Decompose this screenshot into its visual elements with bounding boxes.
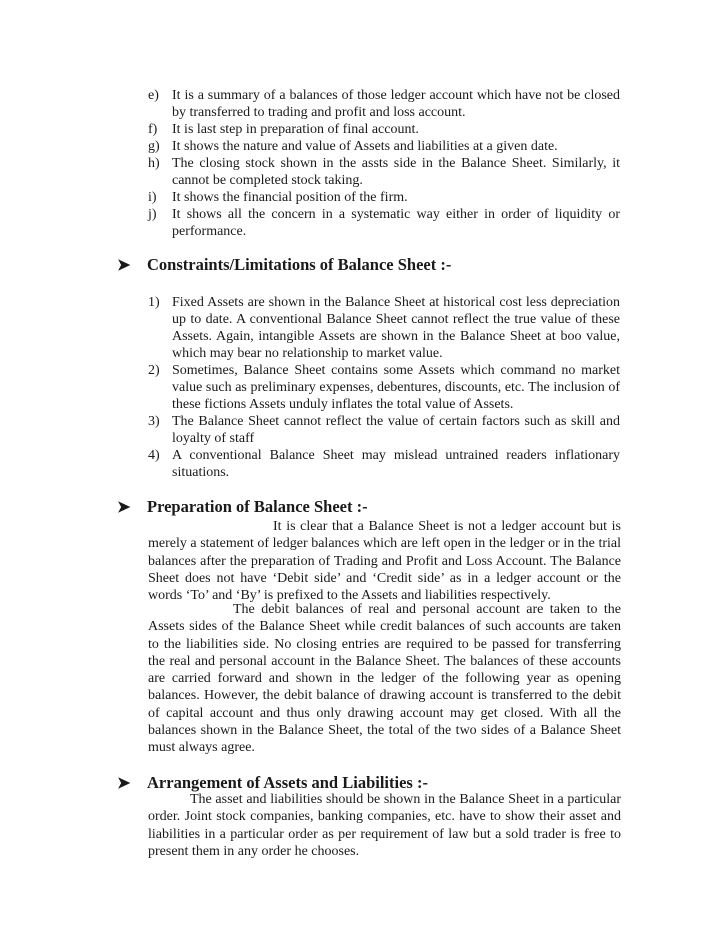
arrow-bullet-icon: ➤ <box>117 499 131 516</box>
list-item <box>148 155 620 189</box>
limitations-list <box>148 294 620 481</box>
list-item-text: It shows all the concern in a systematic way either in order of liquidity or performance. <box>172 207 620 239</box>
list-marker: f) <box>148 122 158 137</box>
list-item-text: A conventional Balance Sheet may mislead untrained readers inflationary situations. <box>172 448 620 480</box>
list-item <box>148 447 620 481</box>
list-item <box>148 206 620 240</box>
arrangement-paragraph <box>148 791 621 860</box>
list-item-text: It shows the nature and value of Assets and liabilities at a given date. <box>172 139 558 154</box>
list-marker: 1) <box>148 295 160 310</box>
list-marker: 2) <box>148 363 160 378</box>
list-marker: h) <box>148 156 160 171</box>
list-item-text: Sometimes, Balance Sheet contains some Assets which command no market value such as preliminary expenses, debentures, discounts, etc. The inclusion of these fictions Assets unduly inflates the total value of Assets. <box>172 363 620 412</box>
heading-text: Preparation of Balance Sheet :- <box>147 497 368 516</box>
preparation-paragraph-2 <box>148 601 621 757</box>
list-marker: 3) <box>148 414 160 429</box>
list-item-text: The Balance Sheet cannot reflect the value of certain factors such as skill and loyalty of staff <box>172 414 620 446</box>
paragraph-text: The debit balances of real and personal account are taken to the Assets sides of the Balance Sheet while credit balances of such accounts are taken to the liabilities side. No closing entries are required to be passed for transferring the real and personal account in the Balance Sheet. The balances of these accounts are carried forward and shown in the ledger of the following year as opening balances. However, the debit balance of drawing account is transferred to the debit of capital account and thus only drawing account may get closed. With all the balances shown in the Balance Sheet, the total of the two sides of a Balance Sheet must always agree. <box>148 602 621 756</box>
arrow-bullet-icon: ➤ <box>117 775 131 792</box>
list-marker: 4) <box>148 448 160 463</box>
section-heading-preparation <box>117 497 368 518</box>
paragraph-text: The asset and liabilities should be shown in the Balance Sheet in a particular order. Joint stock companies, banking companies, etc. have to show their asset and liabilities in a particular order as per requirement of law but a sold trader is free to present them in any order he chooses. <box>148 792 621 859</box>
list-item-text: It shows the financial position of the firm. <box>172 190 408 205</box>
list-item <box>148 138 620 155</box>
list-marker: g) <box>148 139 160 154</box>
list-item-text: Fixed Assets are shown in the Balance Sheet at historical cost less depreciation up to date. A conventional Balance Sheet cannot reflect the true value of these Assets. Again, intangible Assets are shown in the Balance Sheet at boo value, which may bear no relationship to market value. <box>172 295 620 361</box>
list-item <box>148 362 620 413</box>
preparation-paragraph-1 <box>148 518 621 604</box>
heading-text: Arrangement of Assets and Liabilities :- <box>147 773 428 792</box>
heading-text: Constraints/Limitations of Balance Sheet :- <box>147 255 452 274</box>
list-item <box>148 189 620 206</box>
list-item <box>148 87 620 121</box>
list-item <box>148 121 620 138</box>
list-item-text: It is a summary of a balances of those ledger account which have not be closed by transferred to trading and profit and loss account. <box>172 88 620 120</box>
features-list <box>148 87 620 240</box>
list-marker: i) <box>148 190 157 205</box>
arrow-bullet-icon: ➤ <box>117 257 131 274</box>
section-heading-constraints <box>117 255 451 276</box>
list-marker: e) <box>148 88 159 103</box>
list-item-text: The closing stock shown in the assts side in the Balance Sheet. Similarly, it cannot be completed stock taking. <box>172 156 620 188</box>
list-marker: j) <box>148 207 157 222</box>
list-item <box>148 413 620 447</box>
paragraph-text: It is clear that a Balance Sheet is not a ledger account but is merely a statement of ledger balances which are left open in the ledger or in the trial balances after the preparation of Trading and Profit and Loss Account. The Balance Sheet does not have ‘Debit side’ and ‘Credit side’ as in a ledger account or the words ‘To’ and ‘By’ is prefixed to the Assets and liabilities respectively. <box>148 519 621 604</box>
list-item <box>148 294 620 362</box>
list-item-text: It is last step in preparation of final account. <box>172 122 419 137</box>
